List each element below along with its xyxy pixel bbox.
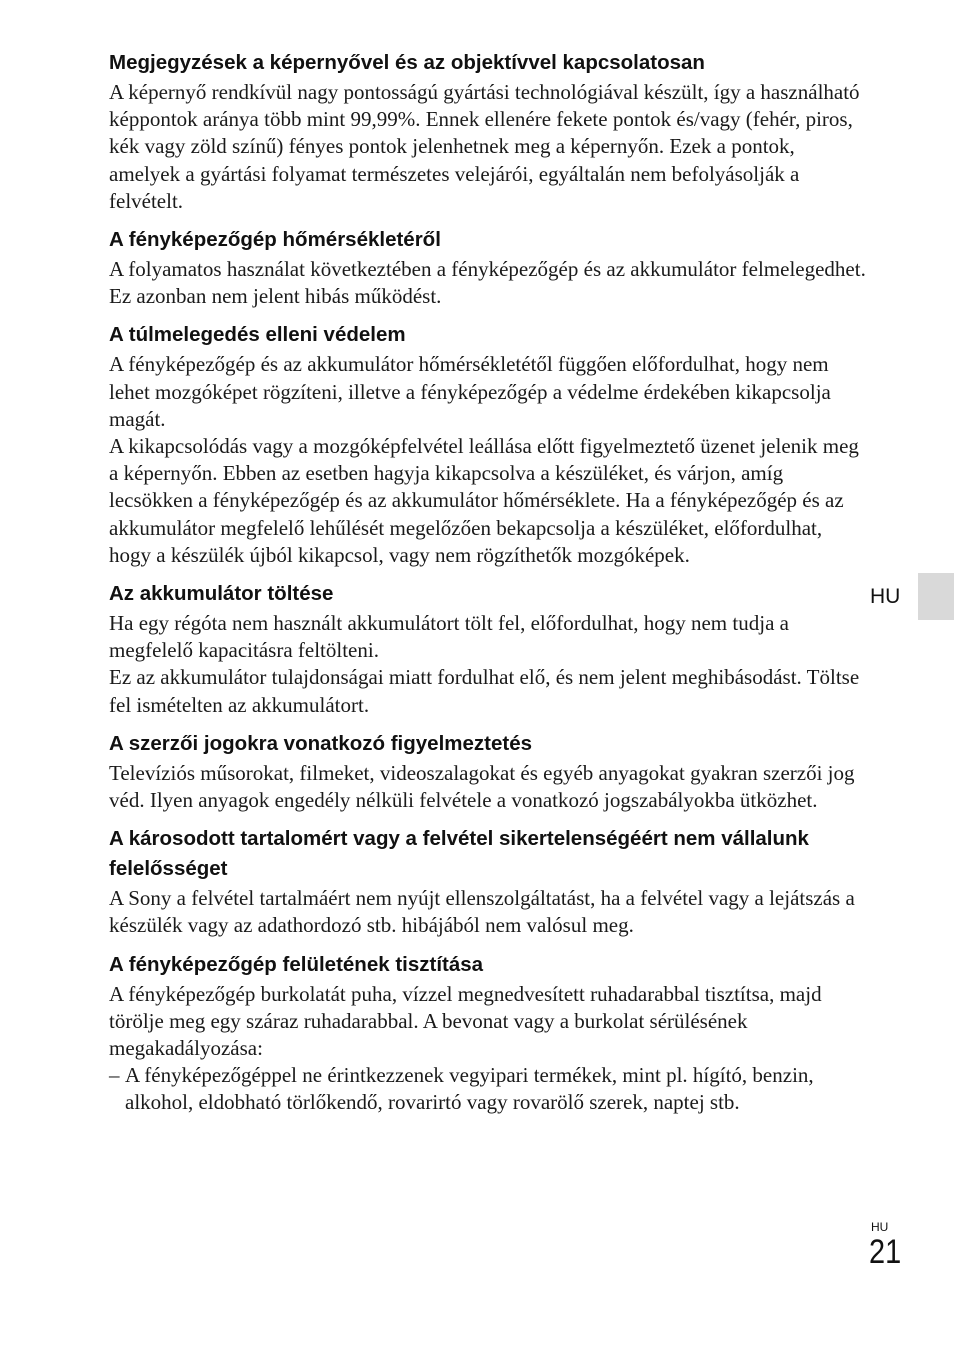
page-number: 21 [869, 1233, 902, 1271]
section-paragraph: Ha egy régóta nem használt akkumulátort tölt fel, előfordulhat, hogy nem tudja a megfelelő kapacitásra feltölteni. [109, 611, 789, 663]
section-paragraph: A fényképezőgép és az akkumulátor hőmérsékletétől függően előfordulhat, hogy nem lehet mozgóképet rögzíteni, illetve a fényképezőgép a védelme érdekében kikapcsolja magát. [109, 352, 831, 431]
section-paragraph: Ez az akkumulátor tulajdonságai miatt fordulhat elő, és nem jelent meghibásodást. Töltse fel ismételten az akkumulátort. [109, 665, 860, 717]
section-paragraph: A képernyő rendkívül nagy pontosságú gyártási technológiával készült, így a használható képpontok aránya több mint 99,99%. Ennek ellenére fekete pontok és/vagy (fehér, piros, kék vagy zöld színű) fényes pontok jelenhetnek meg a képernyőn. Ezek a pontok, amelyek a gyártási folyamat természetes velejárói, egyáltalán nem befolyásolják a felvételt. [109, 80, 860, 213]
language-tab-label: HU [870, 585, 901, 608]
section-heading: Megjegyzések a képernyővel és az objektívvel kapcsolatosan [109, 51, 705, 74]
section-paragraph: A fényképezőgép burkolatát puha, vízzel megnedvesített ruhadarabbal tisztítsa, majd törölje meg egy száraz ruhadarabbal. A bevonat vagy a burkolat sérülésének megakadályozása: [109, 981, 822, 1061]
section-heading: A fényképezőgép felületének tisztítása [109, 952, 484, 976]
section-heading: Az akkumulátor töltése [109, 582, 334, 606]
section-copyright-warning [109, 729, 869, 814]
section-overheat-protection [109, 320, 869, 569]
section-cleaning [109, 950, 869, 1117]
footer-language: HU [871, 1220, 889, 1234]
section-heading: A fényképezőgép hőmérsékletéről [109, 228, 441, 252]
section-paragraph: A Sony a felvétel tartalmáért nem nyújt ellenszolgáltatást, ha a felvétel vagy a lejátszás a készülék vagy az adathordozó stb. hibájából nem valósul meg. [109, 886, 855, 938]
section-paragraph: Televíziós műsorokat, filmeket, videoszalagokat és egyéb anyagokat gyakran szerzői jog véd. Ilyen anyagok engedély nélküli felvétele a vonatkozó jogszabályokba ütközhet. [109, 760, 855, 813]
section-paragraph: A folyamatos használat következtében a fényképezőgép és az akkumulátor felmelegedhet. Ez azonban nem jelent hibás működést. [109, 257, 866, 309]
section-paragraph: A kikapcsolódás vagy a mozgóképfelvétel leállása előtt figyelmeztető üzenet jelenik meg a képernyőn. Ebben az esetben hagyja kikapcsolva a készüléket, és várjon, amíg lecsökken a fényképezőgép és az akkumulátor hőmérséklete. Ha a fényképezőgép és az akkumulátor megfelelő lehűlését megelőzően bekapcsolja a készüléket, előfordulhat, hogy a készülék újból kikapcsol, vagy nem rögzíthetők mozgóképek. [109, 434, 859, 567]
section-heading: A károsodott tartalomért vagy a felvétel sikertelenségéért nem vállalunk felelősséget [109, 827, 809, 881]
section-battery-charging [109, 579, 869, 719]
dash-marker: – [109, 1063, 120, 1088]
bullet-list [109, 1062, 869, 1116]
language-side-tab [918, 573, 954, 620]
list-item-text: A fényképezőgéppel ne érintkezzenek vegyipari termékek, mint pl. hígító, benzin, alkohol, eldobható törlőkendő, rovarirtó vagy rovarölő szerek, naptej stb. [125, 1063, 814, 1115]
section-camera-temperature [109, 225, 869, 310]
section-heading: A szerzői jogokra vonatkozó figyelmeztetés [109, 731, 533, 755]
page-content [109, 48, 869, 1127]
list-item [109, 1062, 869, 1116]
section-heading: A túlmelegedés elleni védelem [109, 323, 406, 347]
section-no-liability [109, 824, 869, 939]
section-screen-notes [109, 48, 869, 215]
